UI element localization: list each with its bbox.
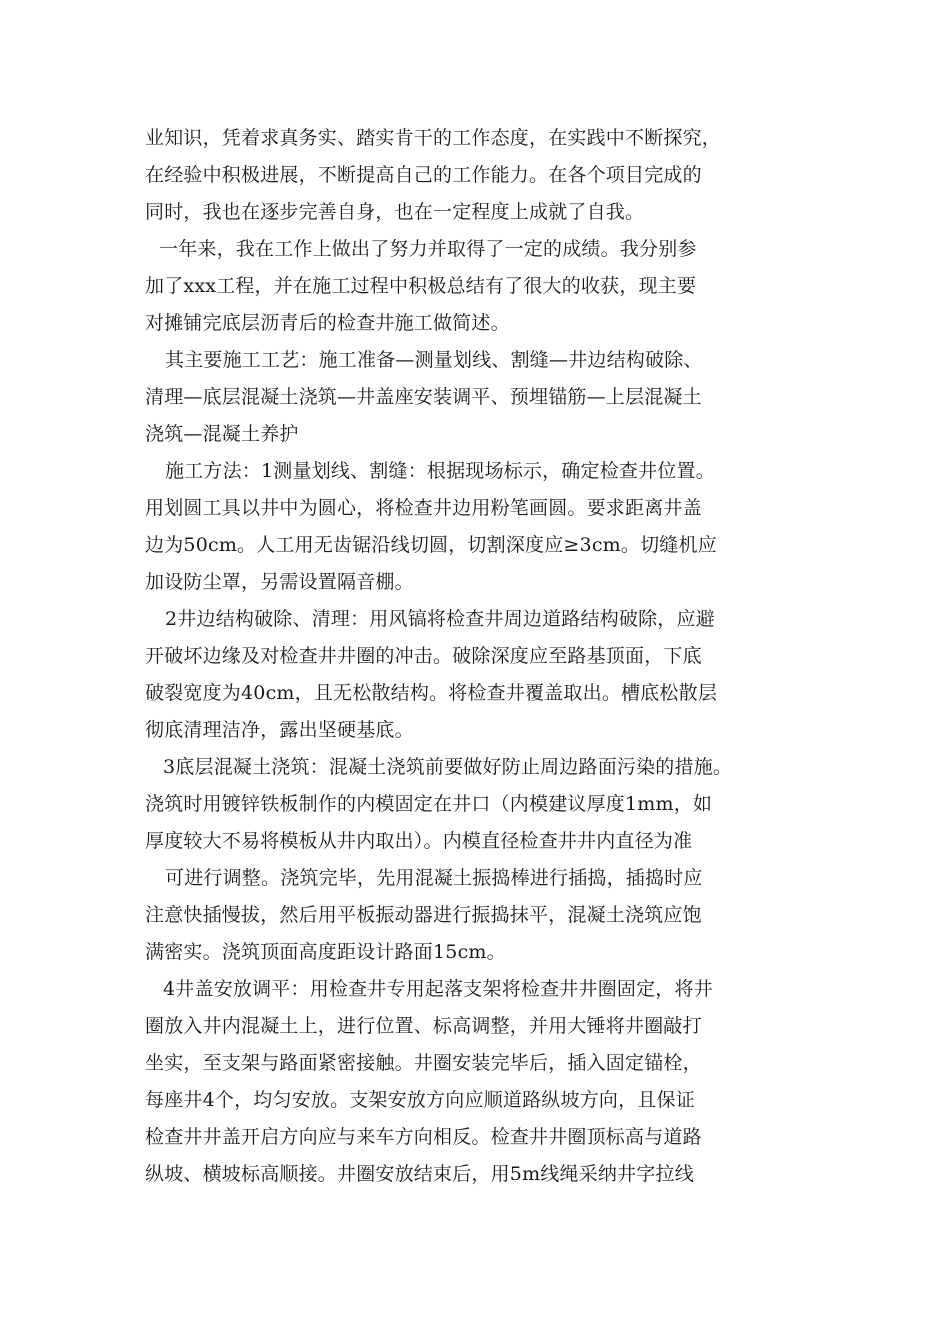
text-line: 在经验中积极进展，不断提高自己的工作能力。在各个项目完成的 (145, 164, 702, 186)
text-line: 纵坡、横坡标高顺接。井圈安放结束后，用5m线绳采纳井字拉线 (145, 1163, 694, 1185)
paragraph-start-line: 一年来，我在工作上做出了努力并取得了一定的成绩。我分别参 (159, 238, 697, 260)
text-line: 开破坏边缘及对检查井井圈的冲击。破除深度应至路基顶面，下底 (145, 645, 702, 667)
text-line: 厚度较大不易将模板从井内取出）。内模直径检查井井内直径为准 (145, 830, 693, 852)
text-line: 加设防尘罩，另需设置隔音棚。 (145, 571, 414, 593)
text-line: 业知识，凭着求真务实、踏实肯干的工作态度，在实践中不断探究， (145, 127, 722, 149)
paragraph-start-line: 4井盖安放调平：用检查井专用起落支架将检查井井圈固定，将井 (163, 978, 713, 1000)
text-line: 对摊铺完底层沥青后的检查井施工做简述。 (145, 312, 510, 334)
paragraph-start-line: 3底层混凝土浇筑：混凝土浇筑前要做好防止周边路面污染的措施。 (163, 756, 733, 778)
document-body (145, 120, 825, 1193)
text-line: 检查井井盖开启方向应与来车方向相反。检查井井圈顶标高与道路 (145, 1126, 702, 1148)
text-line: 满密实。浇筑顶面高度距设计路面15cm。 (145, 941, 506, 963)
text-line: 圈放入井内混凝土上，进行位置、标高调整，并用大锤将井圈敲打 (145, 1015, 702, 1037)
text-line: 坐实，至支架与路面紧密接触。井圈安装完毕后，插入固定锚栓， (145, 1052, 702, 1074)
text-line: 彻底清理洁净，露出坚硬基底。 (145, 719, 414, 741)
paragraph-start-line: 可进行调整。浇筑完毕，先用混凝土振捣棒进行插捣，插捣时应 (165, 867, 703, 889)
text-line: 浇筑时用镀锌铁板制作的内模固定在井口（内模建议厚度1mm，如 (145, 793, 713, 815)
text-line: 注意快插慢拔，然后用平板振动器进行振捣抹平，混凝土浇筑应饱 (145, 904, 702, 926)
paragraph-start-line: 施工方法：1测量划线、割缝：根据现场标示，确定检查井位置。 (165, 460, 715, 482)
text-line: 用划圆工具以井中为圆心，将检查井边用粉笔画圆。要求距离井盖 (145, 497, 702, 519)
paragraph-start-line: 其主要施工工艺：施工准备—测量划线、割缝—井边结构破除、 (165, 349, 703, 371)
text-line: 边为50cm。人工用无齿锯沿线切圆，切割深度应≥3cm。切缝机应 (145, 534, 717, 556)
text-line: 浇筑—混凝土养护 (145, 423, 299, 445)
paragraph-start-line: 2井边结构破除、清理：用风镐将检查井周边道路结构破除，应避 (165, 608, 715, 630)
text-line: 清理—底层混凝土浇筑—井盖座安装调平、预埋锚筋—上层混凝土 (145, 386, 702, 408)
text-line: 加了xxx工程，并在施工过程中积极总结有了很大的收获，现主要 (145, 275, 697, 297)
text-line: 每座井4个，均匀安放。支架安放方向应顺道路纵坡方向，且保证 (145, 1089, 695, 1111)
text-line: 破裂宽度为40cm，且无松散结构。将检查井覆盖取出。槽底松散层 (145, 682, 718, 704)
text-line: 同时，我也在逐步完善自身，也在一定程度上成就了自我。 (145, 201, 645, 223)
